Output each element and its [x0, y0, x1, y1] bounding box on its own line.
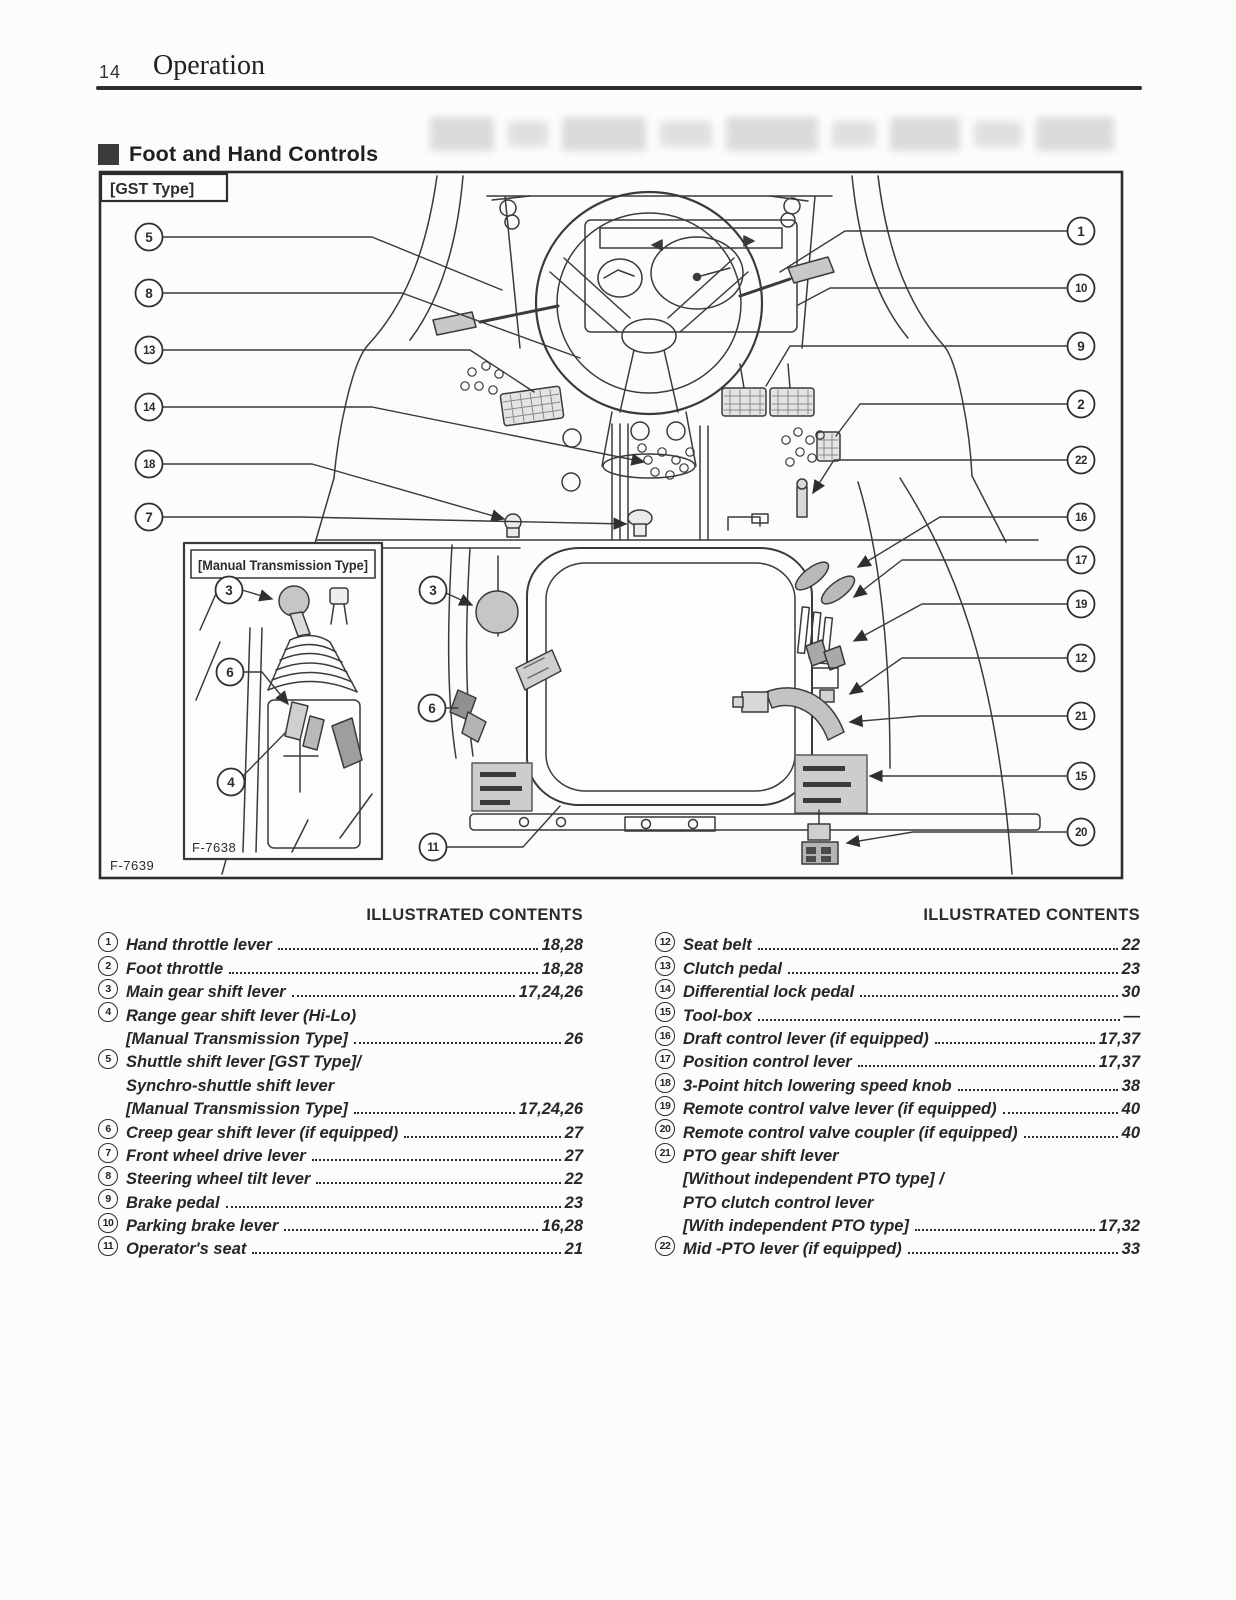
- dot-leader: [1003, 1112, 1118, 1114]
- entry-label: [Manual Transmission Type]: [126, 1100, 348, 1119]
- contents-entry: [98, 979, 583, 1002]
- creep-gear-lever: [450, 690, 486, 742]
- inset-box: [184, 543, 382, 859]
- mid-pto-lever: [797, 479, 807, 517]
- dot-leader: [935, 1042, 1095, 1044]
- figure-number-main: F-7639: [110, 858, 155, 873]
- main-gear-shift-knob: [476, 591, 518, 633]
- entry-page-number: 27: [564, 1146, 583, 1165]
- callout-15: 15: [1075, 771, 1087, 783]
- entry-label: Synchro-shuttle shift lever: [126, 1076, 335, 1095]
- entry-label: [With independent PTO type]: [683, 1217, 909, 1236]
- entry-label: Remote control valve lever (if equipped): [683, 1100, 997, 1119]
- entry-label: Clutch pedal: [683, 959, 783, 978]
- entry-number-badge: 17: [655, 1049, 675, 1069]
- entry-number-badge: 9: [98, 1189, 118, 1209]
- callout-3: 3: [429, 583, 437, 598]
- entry-label: Shuttle shift lever [GST Type]/: [126, 1053, 362, 1072]
- contents-entry: [98, 1189, 583, 1212]
- contents-entry: [98, 1049, 583, 1072]
- contents-entry: [655, 1096, 1140, 1119]
- callout-8: 8: [145, 286, 153, 301]
- dot-leader: [312, 1159, 561, 1161]
- contents-entry: [98, 1072, 583, 1095]
- contents-entry: [655, 1119, 1140, 1142]
- entry-page-number: 18,28: [541, 959, 583, 978]
- contents-entry: [655, 955, 1140, 978]
- contents-entry: [655, 932, 1140, 955]
- contents-entry: [98, 1119, 583, 1142]
- entry-number-badge: 4: [98, 1002, 118, 1022]
- inset-title: [Manual Transmission Type]: [198, 558, 368, 573]
- contents-entry: [655, 1049, 1140, 1072]
- entry-label: PTO clutch control lever: [683, 1193, 874, 1212]
- dot-leader: [788, 972, 1118, 974]
- dot-leader: [284, 1229, 537, 1231]
- entry-label: Seat belt: [683, 936, 752, 955]
- entry-number-badge: 11: [98, 1236, 118, 1256]
- entry-label: Range gear shift lever (Hi-Lo): [126, 1006, 357, 1025]
- entry-number-badge: 10: [98, 1213, 118, 1233]
- contents-entry: [98, 932, 583, 955]
- entry-number-badge: 14: [655, 979, 675, 999]
- page-number: 14: [99, 62, 122, 82]
- entry-number-badge: 13: [655, 956, 675, 976]
- contents-column-right: [655, 906, 1140, 1259]
- draft-position-levers: [791, 557, 858, 670]
- inset-callout-4: 4: [227, 775, 235, 790]
- entry-label: Hand throttle lever: [126, 936, 272, 955]
- steering-wheel: [536, 192, 762, 478]
- svg-text:[GST Type]: [GST Type]: [110, 181, 195, 198]
- entry-number-badge: 1: [98, 932, 118, 952]
- entry-page-number: 40: [1121, 1100, 1140, 1119]
- callout-6: 6: [428, 701, 436, 716]
- entry-number-badge: 6: [98, 1119, 118, 1139]
- entry-page-number: 21: [564, 1240, 583, 1259]
- entry-label: Differential lock pedal: [683, 983, 855, 1002]
- entry-page-number: 23: [1121, 959, 1140, 978]
- figure-number-inset: F-7638: [192, 840, 237, 855]
- instrument-panel: [585, 220, 797, 332]
- dot-leader: [278, 948, 538, 950]
- dot-leader: [858, 1065, 1095, 1067]
- entry-page-number: 40: [1121, 1123, 1140, 1142]
- dot-leader: [908, 1252, 1118, 1254]
- entry-page-number: 30: [1121, 983, 1140, 1002]
- contents-entry: [98, 1213, 583, 1236]
- callout-7: 7: [145, 510, 153, 525]
- callout-19: 19: [1075, 599, 1087, 611]
- entry-number-badge: 21: [655, 1143, 675, 1163]
- dot-leader: [958, 1089, 1118, 1091]
- section-title: Foot and Hand Controls: [129, 142, 379, 166]
- contents-entry: [98, 1236, 583, 1259]
- entry-label: Position control lever: [683, 1053, 852, 1072]
- entry-page-number: 38: [1121, 1076, 1140, 1095]
- callout-9: 9: [1077, 339, 1085, 354]
- dot-leader: [292, 995, 515, 997]
- contents-entry: [655, 1213, 1140, 1236]
- contents-entry: [98, 1002, 583, 1025]
- entry-label: [Without independent PTO type] /: [683, 1170, 944, 1189]
- callout-18: 18: [143, 459, 155, 471]
- callout-10: 10: [1075, 283, 1087, 295]
- page-title: Operation: [153, 50, 265, 81]
- callout-5: 5: [145, 230, 153, 245]
- entry-label: Main gear shift lever: [126, 983, 286, 1002]
- brake-pedals: [722, 364, 814, 416]
- dot-leader: [229, 972, 538, 974]
- dot-leader: [758, 1019, 1119, 1021]
- callout-21: 21: [1075, 711, 1087, 723]
- entry-label: Draft control lever (if equipped): [683, 1029, 929, 1048]
- contents-entry: [655, 1072, 1140, 1095]
- dot-leader: [354, 1042, 561, 1044]
- shelf-bracket: [728, 514, 768, 530]
- entry-page-number: 17,24,26: [518, 1100, 583, 1119]
- entry-page-number: 22: [1121, 936, 1140, 955]
- entry-label: Front wheel drive lever: [126, 1146, 306, 1165]
- entry-label: Operator's seat: [126, 1240, 247, 1259]
- contents-entry: [655, 1026, 1140, 1049]
- entry-label: Remote control valve coupler (if equipped): [683, 1123, 1018, 1142]
- contents-entry: [98, 1143, 583, 1166]
- entry-page-number: —: [1123, 1006, 1140, 1025]
- contents-entry: [655, 1166, 1140, 1189]
- contents-entry: [655, 1189, 1140, 1212]
- entry-number-badge: 20: [655, 1119, 675, 1139]
- contents-entry: [655, 979, 1140, 1002]
- entry-label: Steering wheel tilt lever: [126, 1170, 311, 1189]
- contents-entry: [655, 1002, 1140, 1025]
- entry-label: Creep gear shift lever (if equipped): [126, 1123, 399, 1142]
- entry-page-number: 33: [1121, 1240, 1140, 1259]
- entry-page-number: 17,37: [1098, 1053, 1140, 1072]
- remote-valve-coupler: [802, 810, 838, 864]
- entry-label: Brake pedal: [126, 1193, 220, 1212]
- entry-number-badge: 22: [655, 1236, 675, 1256]
- dot-leader: [404, 1136, 560, 1138]
- dot-leader: [860, 995, 1117, 997]
- contents-entry: [655, 1236, 1140, 1259]
- entry-number-badge: 12: [655, 932, 675, 952]
- entry-number-badge: 18: [655, 1073, 675, 1093]
- contents-entry: [98, 1166, 583, 1189]
- dot-leader: [915, 1229, 1095, 1231]
- entry-number-badge: 19: [655, 1096, 675, 1116]
- inset-shift-knob: [279, 586, 309, 616]
- callout-2: 2: [1077, 397, 1085, 412]
- inset-callout-6: 6: [226, 665, 234, 680]
- contents-header-right: ILLUSTRATED CONTENTS: [923, 906, 1140, 924]
- front-wheel-drive-knob: [628, 510, 652, 536]
- entry-label: 3-Point hitch lowering speed knob: [683, 1076, 952, 1095]
- contents-list-left: [98, 932, 583, 1259]
- entry-page-number: 26: [564, 1029, 583, 1048]
- entry-page-number: 17,24,26: [518, 983, 583, 1002]
- callout-22: 22: [1075, 455, 1087, 467]
- dot-leader: [758, 948, 1118, 950]
- callout-11: 11: [427, 842, 439, 854]
- entry-page-number: 27: [564, 1123, 583, 1142]
- callout-20: 20: [1075, 827, 1087, 839]
- callout-14: 14: [143, 402, 155, 414]
- dash-cowl: [334, 176, 972, 478]
- dot-leader: [226, 1206, 561, 1208]
- entry-page-number: 23: [564, 1193, 583, 1212]
- hitch-lowering-knob: [505, 514, 521, 537]
- gst-type-label: [101, 174, 227, 201]
- contents-entry: [98, 955, 583, 978]
- contents-entry: [98, 1096, 583, 1119]
- dot-leader: [1024, 1136, 1118, 1138]
- entry-number-badge: 2: [98, 956, 118, 976]
- contents-list-right: [655, 932, 1140, 1259]
- entry-page-number: 16,28: [541, 1217, 583, 1236]
- entry-label: PTO gear shift lever: [683, 1146, 839, 1165]
- entry-label: Parking brake lever: [126, 1217, 279, 1236]
- callout-12: 12: [1075, 653, 1087, 665]
- entry-number-badge: 3: [98, 979, 118, 999]
- entry-number-badge: 15: [655, 1002, 675, 1022]
- entry-number-badge: 7: [98, 1143, 118, 1163]
- dot-leader: [316, 1182, 560, 1184]
- callout-13: 13: [143, 345, 155, 357]
- entry-page-number: 17,37: [1098, 1029, 1140, 1048]
- clutch-pedal: [500, 386, 564, 426]
- callout-16: 16: [1075, 512, 1087, 524]
- entry-label: Tool-box: [683, 1006, 753, 1025]
- operator-seat: [527, 548, 812, 805]
- entry-page-number: 18,28: [541, 936, 583, 955]
- contents-entry: [98, 1026, 583, 1049]
- entry-page-number: 22: [564, 1170, 583, 1189]
- entry-number-badge: 16: [655, 1026, 675, 1046]
- entry-number-badge: 5: [98, 1049, 118, 1069]
- callout-17: 17: [1075, 555, 1087, 567]
- contents-header-left: ILLUSTRATED CONTENTS: [366, 906, 583, 924]
- dot-leader: [354, 1112, 515, 1114]
- contents-column-left: [98, 906, 583, 1259]
- entry-page-number: 17,32: [1098, 1217, 1140, 1236]
- entry-label: [Manual Transmission Type]: [126, 1029, 348, 1048]
- callout-1: 1: [1077, 224, 1085, 239]
- entry-label: Foot throttle: [126, 959, 224, 978]
- illustrated-contents: [98, 906, 1140, 1259]
- entry-label: Mid -PTO lever (if equipped): [683, 1240, 902, 1259]
- inset-callout-3: 3: [225, 583, 233, 598]
- contents-entry: [655, 1143, 1140, 1166]
- entry-number-badge: 8: [98, 1166, 118, 1186]
- dot-leader: [252, 1252, 560, 1254]
